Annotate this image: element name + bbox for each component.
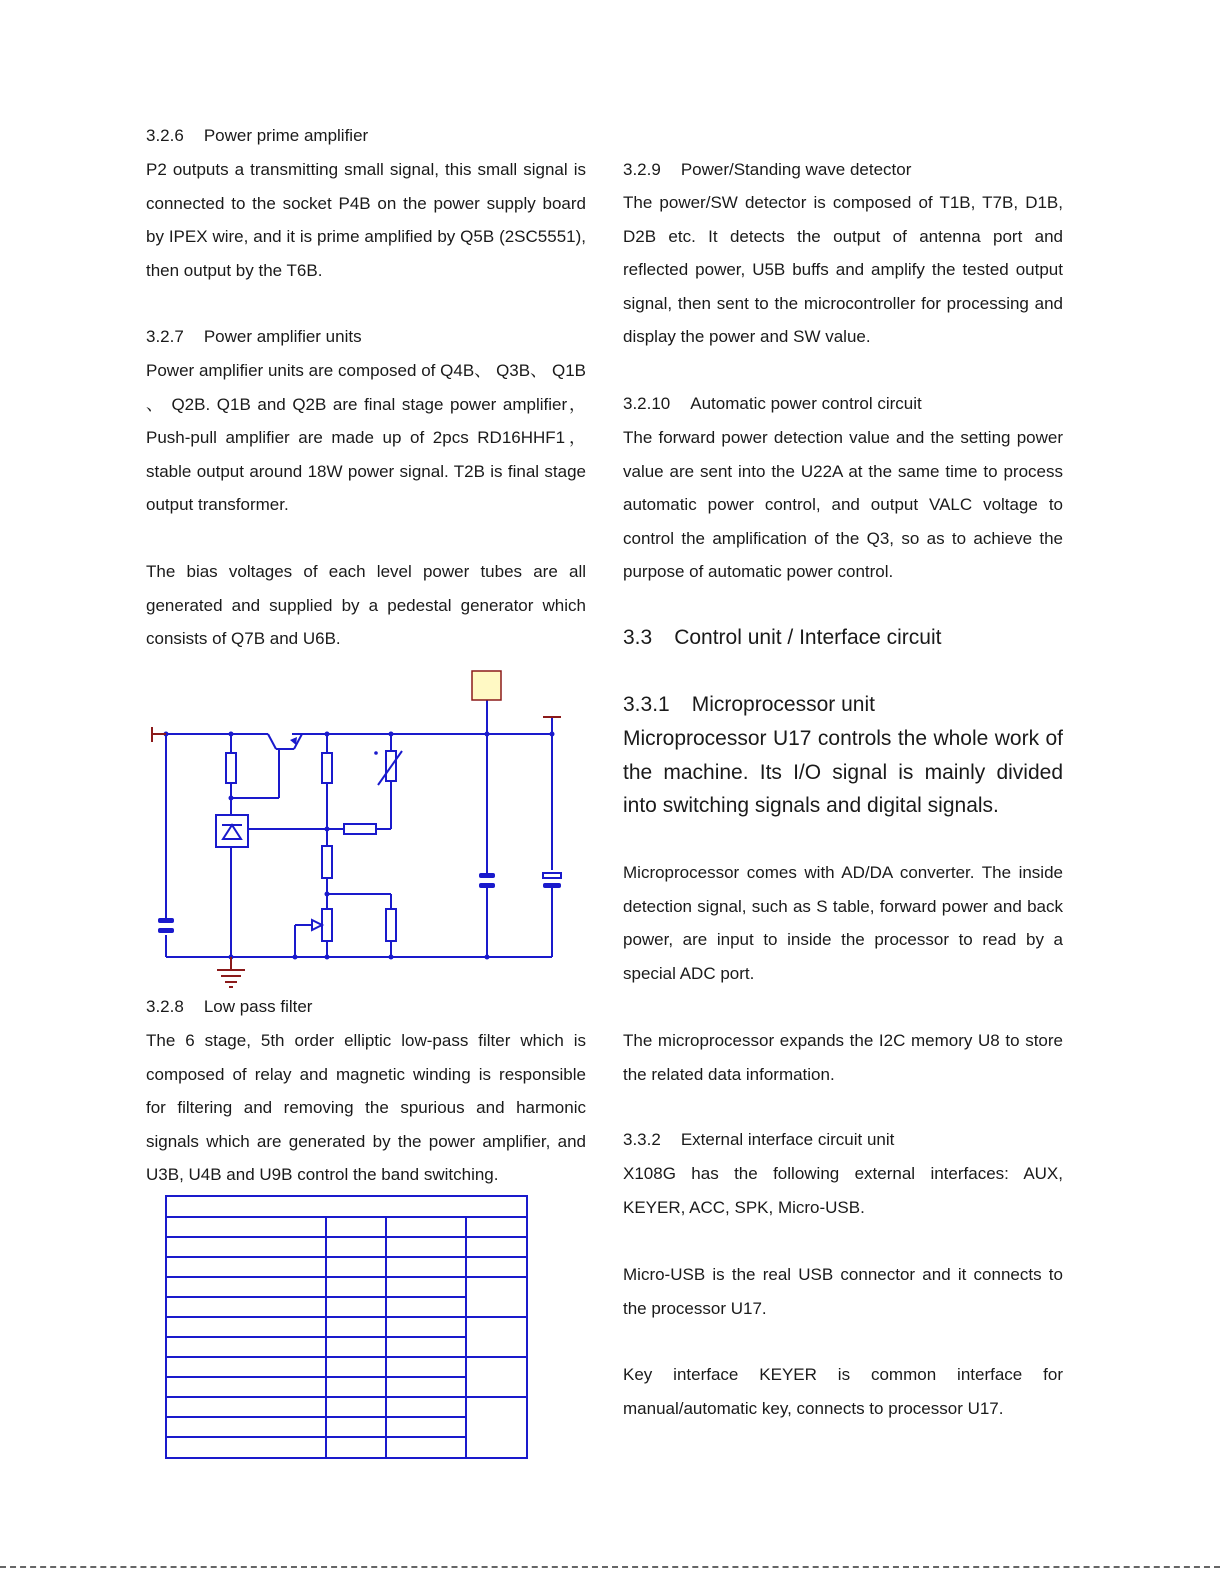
heading-3-2-6: 3.2.6 Power prime amplifier — [146, 126, 369, 145]
low-pass-filter-table — [164, 1194, 530, 1462]
heading-3-2-8: 3.2.8 Low pass filter — [146, 997, 313, 1016]
paragraph-keyer-interface: Key interface KEYER is common interface for manual/automatic key, connects to processor U17. — [623, 1365, 1063, 1418]
paragraph-i2c-memory: The microprocessor expands the I2C memory U8 to store the related data information. — [623, 1031, 1063, 1084]
paragraph-power-sw-detector: The power/SW detector is composed of T1B, T7B, D1B, D2B etc. It detects the output of antenna port and reflected power, U5B buffs and amplify the tested output signal, then sent to the microcontroller for processing and display the power and SW value. — [623, 193, 1063, 346]
paragraph-micro-usb: Micro-USB is the real USB connector and it connects to the processor U17. — [623, 1265, 1063, 1318]
page-bottom-dashed-line — [0, 1566, 1220, 1568]
paragraph-power-amplifier-units: Power amplifier units are composed of Q4B、 Q3B、 Q1B 、 Q2B. Q1B and Q2B are final stage power amplifier， Push-pull amplifier are made up of 2pcs RD16HHF1， stable output around 18W power signal. T2B is final stage output transformer. — [146, 361, 586, 514]
bias-circuit-schematic — [140, 665, 580, 995]
heading-3-3-2: 3.3.2 External interface circuit unit — [623, 1130, 895, 1149]
paragraph-bias-voltages: The bias voltages of each level power tubes are all generated and supplied by a pedestal generator which consists of Q7B and U6B. — [146, 562, 586, 648]
paragraph-external-interfaces: X108G has the following external interfaces: AUX, KEYER, ACC, SPK, Micro-USB. — [623, 1164, 1063, 1217]
paragraph-low-pass-filter: The 6 stage, 5th order elliptic low-pass filter which is composed of relay and magnetic winding is responsible for filtering and removing the spurious and harmonic signals which are generated by the power amplifier, and U3B, U4B and U9B control the band switching. — [146, 1031, 586, 1184]
heading-3-2-10: 3.2.10 Automatic power control circuit — [623, 394, 922, 413]
paragraph-ad-da-converter: Microprocessor comes with AD/DA converter. The inside detection signal, such as S table, forward power and back power, are input to inside the processor to read by a special ADC port. — [623, 863, 1063, 983]
paragraph-microprocessor-intro: Microprocessor U17 controls the whole work of the machine. Its I/O signal is mainly divided into switching signals and digital signals. — [623, 727, 1063, 817]
paragraph-power-prime-amplifier: P2 outputs a transmitting small signal, this small signal is connected to the socket P4B on the power supply board by IPEX wire, and it is prime amplified by Q5B (2SC5551), then output by the T6B. — [146, 160, 586, 280]
heading-3-3-1: 3.3.1 Microprocessor unit — [623, 693, 875, 716]
heading-3-2-9: 3.2.9 Power/Standing wave detector — [623, 160, 912, 179]
heading-3-3: 3.3 Control unit / Interface circuit — [623, 626, 942, 649]
heading-3-2-7: 3.2.7 Power amplifier units — [146, 327, 362, 346]
paragraph-automatic-power-control: The forward power detection value and the setting power value are sent into the U22A at the same time to process automatic power control, and output VALC voltage to control the amplification of the Q3, so as to achieve the purpose of automatic power control. — [623, 428, 1063, 581]
